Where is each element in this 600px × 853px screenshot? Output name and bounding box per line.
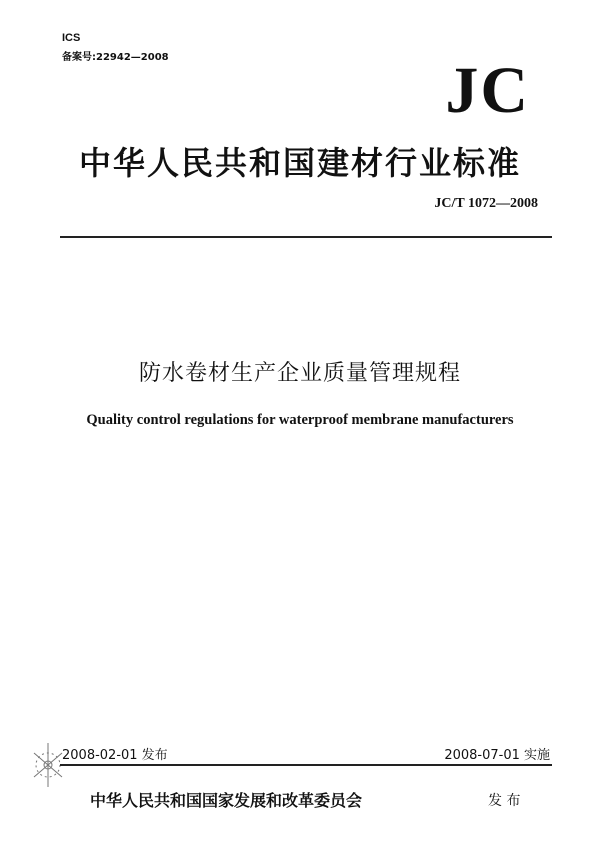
document-title-cn: 防水卷材生产企业质量管理规程 bbox=[138, 361, 461, 386]
standard-category-title: 中华人民共和国建材行业标准 bbox=[78, 144, 521, 182]
implementation-date: 2008-07-01 实施 bbox=[444, 748, 550, 763]
issue-label: 发 布 bbox=[488, 793, 521, 809]
issue-date: 2008-02-01 发布 bbox=[62, 748, 168, 763]
standard-number: JC/T 1072—2008 bbox=[434, 196, 538, 211]
ics-label: ICS bbox=[62, 32, 81, 44]
footer-divider bbox=[60, 764, 552, 766]
jc-logo: JC bbox=[445, 54, 530, 127]
document-title-en: Quality control regulations for waterproof membrane manufacturers bbox=[86, 412, 514, 428]
issuing-authority: 中华人民共和国国家发展和改革委员会 bbox=[90, 791, 363, 810]
header-divider bbox=[60, 236, 552, 238]
record-number: 备案号:22942—2008 bbox=[62, 52, 169, 63]
